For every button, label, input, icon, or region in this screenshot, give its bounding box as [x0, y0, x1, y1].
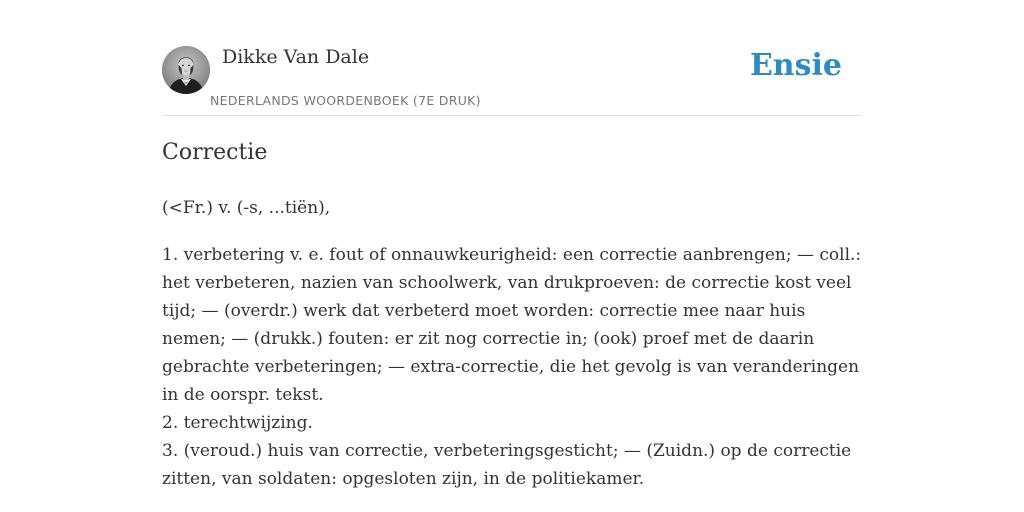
- portrait-icon: [162, 46, 210, 94]
- entry-sense: 3. (veroud.) huis van correctie, verbeteringsgesticht; — (Zuidn.) op de correctie zitten, van soldaten: opgesloten zijn, in de politiekamer.: [162, 441, 852, 489]
- brand-logo[interactable]: Ensie: [749, 48, 842, 83]
- entry-title: Correctie: [162, 140, 268, 165]
- entry-sense: 2. terechtwijzing.: [162, 413, 313, 433]
- source-name[interactable]: NEDERLANDS WOORDENBOEK (7E DRUK): [210, 93, 481, 108]
- entry-sense: 1. verbetering v. e. fout of onnauwkeurigheid: een correctie aanbrengen; — coll.: het verbeteren, nazien van schoolwerk, van drukproeven: de correctie kost veel tijd; — (overdr.) werk dat verbeterd moet worden: correctie mee naar huis nemen; — (drukk.) fouten: er zit nog correctie in; (ook) proef met de daarin gebrachte verbeteringen; — extra-correctie, die het gevolg is van veranderingen in de oorspr. tekst.: [162, 245, 862, 405]
- entry-grammar: (<Fr.) v. (-s, ...tiën),: [162, 198, 331, 218]
- avatar[interactable]: [162, 46, 210, 94]
- entry-body: [162, 194, 862, 493]
- header: [162, 46, 862, 116]
- author-name[interactable]: Dikke Van Dale: [222, 46, 370, 68]
